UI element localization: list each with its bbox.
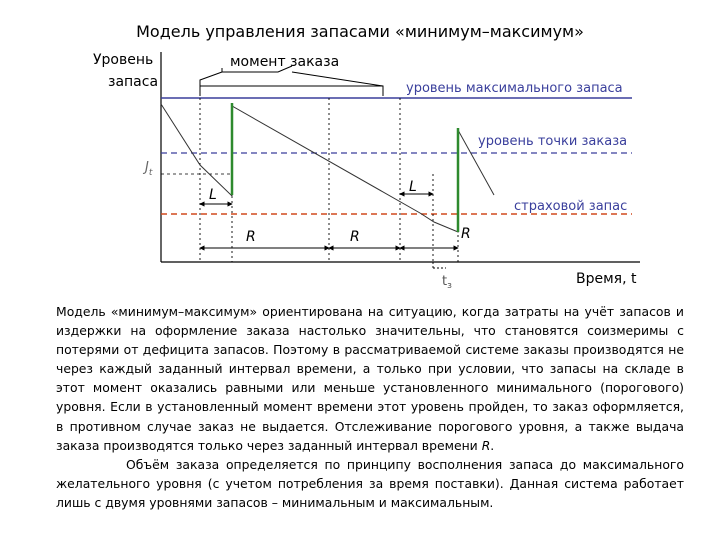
svg-text:R: R (246, 229, 256, 245)
svg-text:R: R (461, 226, 471, 242)
lead-time-marker-2 (400, 179, 433, 195)
threshold-label: $J_t$ (145, 160, 153, 178)
review-interval-marker-3 (400, 226, 471, 248)
order-moment-bracket (200, 66, 383, 96)
safety-stock-label: страховой запас (514, 199, 628, 214)
max-level-label: уровень максимального запаса (406, 81, 623, 96)
svg-text:L: L (409, 179, 417, 195)
paragraph-1: Модель «минимум–максимум» ориентирована на ситуацию, когда затраты на учёт запасов и издержки на оформление заказа настолько значительны, что становятся соизмеримы с потерями от дефицита запасов. Поэтому в рассматриваемой системе заказы производятся не через каждый заданный интервал времени, а только при условии, что запасы на складе в этот момент оказались равными или меньше установленного минимального (порогового) уровня. Если в установленный момент времени этот уровень пройден, то заказ оформляется, в противном случае заказ не выдается. Отслеживание порогового уровня, а также выдача заказа производятся только через заданный интервал времени R. (56, 304, 684, 453)
diagram-title: Модель управления запасами «минимум–максимум» (136, 22, 584, 41)
svg-text:L: L (209, 187, 217, 203)
review-interval-marker-1 (200, 229, 329, 248)
reorder-point-label: уровень точки заказа (478, 134, 628, 149)
paragraph-2: Объём заказа определяется по принципу восполнения запаса до максимального желательного уровня (с учетом потребления за время поставки). Данная система работает лишь с двумя уровнями запасов – минимальным и максимальным. (56, 456, 684, 510)
svg-text:tз: $t_з$ (442, 274, 452, 291)
order-moment-label: момент заказа (230, 54, 340, 70)
review-interval-marker-2 (329, 229, 400, 248)
stock-level-curve (161, 104, 494, 232)
time-marker (433, 262, 452, 291)
x-axis-label: Время, t (576, 271, 637, 287)
review-moment-guides (200, 98, 458, 262)
y-axis-label-line2: запаса (108, 74, 159, 90)
description-text (56, 302, 684, 512)
lead-time-marker-1 (200, 187, 232, 204)
y-axis-label-line1: Уровень (93, 52, 154, 68)
svg-text:R: R (350, 229, 360, 245)
